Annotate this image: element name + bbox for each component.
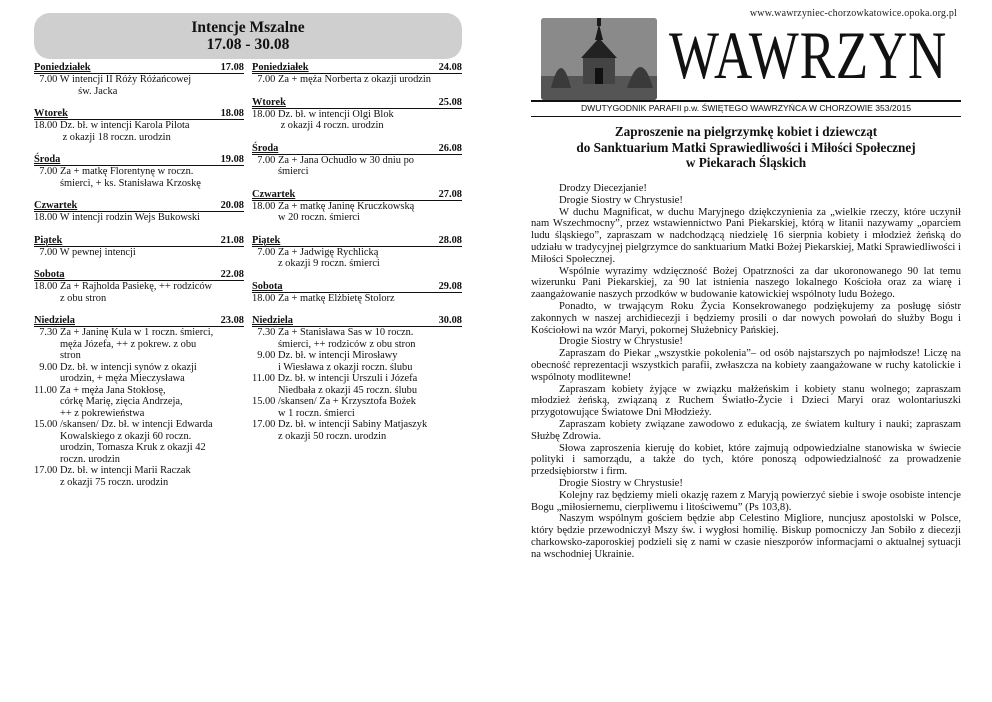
mass-intention-line: i Wiesława z okazji roczn. ślubu (252, 361, 413, 373)
day-header (34, 200, 244, 212)
mass-intention-line: 18.00 Dz. bł. w intencji Karola Pilota (34, 120, 190, 131)
mass-intention-line: 11.00 Dz. bł. w intencji Urszuli i Józefa (252, 373, 418, 384)
article-paragraph: Zapraszam do Piekar „wszystkie pokolenia”– od osób najstarszych po najmłodsze! Liczę na obecność reprezentacji wszystkich parafii, zwłaszcza na kobiety zaangażowane w ruchy katolickie i wspólnoty modlitewne! (531, 348, 961, 383)
mass-intention-line: stron (34, 350, 81, 361)
mass-intention-line: 18.00 Za + matkę Elżbietę Stolorz (252, 292, 395, 304)
mass-intention-line: śmierci, + ks. Stanisława Krzoskę (34, 177, 201, 189)
day-block (34, 154, 244, 189)
day-block (34, 62, 244, 97)
day-name: Środa (34, 154, 61, 165)
mass-intention-line: 9.00 Dz. bł. w intencji synów z okazji (34, 361, 197, 373)
article-body (531, 183, 961, 561)
day-date: 20.08 (220, 200, 244, 211)
day-name: Wtorek (34, 108, 68, 119)
mass-intention-line: śmierci, ++ rodziców z obu stron (252, 338, 416, 350)
mass-intention-line: męża Józefa, ++ z pokrew. z obu (34, 338, 197, 350)
mass-intention-line: 17.00 Dz. bł. w intencji Sabiny Matjaszyk (252, 419, 428, 430)
day-name: Poniedziałek (34, 62, 91, 73)
mass-intention-line: Niedbała z okazji 45 roczn. ślubu (252, 384, 418, 396)
article-paragraph: Zapraszam kobiety związane zawodowo z edukacją, ze światem kultury i nauki; zapraszam Służbę Zdrowia. (531, 418, 961, 442)
article-paragraph: Kolejny raz będziemy mieli okazję razem z Maryją powierzyć siebie i swoje osobiste intencje Bogu „miłosiernemu, cierpliwemu i litościwemu” (Ps 103,8). (531, 489, 961, 513)
day-date: 29.08 (438, 280, 462, 292)
day-date: 27.08 (438, 188, 462, 200)
mass-intention-line: w 1 roczn. śmierci (252, 407, 355, 419)
day-name: Niedziela (34, 315, 75, 326)
day-date: 26.08 (438, 142, 462, 154)
mass-intention-line: z okazji 4 roczn. urodzin (252, 120, 384, 131)
day-date: 19.08 (220, 154, 244, 165)
mass-intention-line: ++ z pokrewieństwa (34, 407, 145, 419)
mass-intention-line: 7.30 Za + Stanisława Sas w 10 roczn. (252, 327, 414, 338)
mass-intention-line: 7.00 Za + matkę Florentynę w roczn. (34, 166, 194, 177)
article-paragraph: W duchu Magnificat, w duchu Maryjnego dziękczynienia za „wielkie rzeczy, które uczynił nam Wszechmocny”, przez wstawiennictwo Pani Piekarskiej, którą w litanii nazywamy „oparciem ludu śląskiego”, zapraszam w nadchodzącą niedzielę 16 sierpnia kobiety i młodzież żeńską do udziału w tradycyjnej pielgrzymce do sanktuarium Matki Bożej Piekarskiej, Matki Sprawiedliwości i Miłości Społecznej. (531, 206, 961, 265)
day-header (34, 315, 244, 327)
day-date: 28.08 (438, 234, 462, 246)
mass-intention-line: 15.00 /skansen/ Dz. bł. w intencji Edwarda (34, 419, 213, 430)
article-paragraph: Wspólnie wyrazimy wdzięczność Bożej Opatrzności za dar ukoronowanego 90 lat temu wizerunku Pani Piekarskiej, za 90 lat istnienia naszego lokalnego Kościoła oraz za wiarę i zaangażowanie naszych przodków w budowanie katowickiej wspólnoty ludu Bożego. (531, 265, 961, 301)
day-header (252, 143, 462, 155)
schedule-title-box (34, 13, 462, 59)
day-block (34, 315, 244, 488)
day-date: 21.08 (220, 234, 244, 246)
schedule-title: Intencje Mszalne (191, 19, 305, 36)
day-header (252, 189, 462, 201)
day-date: 22.08 (220, 269, 244, 280)
mass-intention-line: córkę Marię, zięcia Andrzeja, (34, 396, 183, 407)
article-paragraph: Drodzy Diecezjanie! (559, 183, 647, 194)
day-name: Sobota (252, 280, 283, 292)
article-paragraph: Słowa zaproszenia kieruję do kobiet, które zajmują odpowiedzialne stanowiska w świecie polityki i samorządu, a także do tych, które ponoszą odpowiedzialność za prowadzenie przedsiębiorstw i firm. (531, 442, 961, 478)
right-page (496, 0, 992, 702)
article-paragraph: Drogie Siostry w Chrystusie! (559, 336, 683, 348)
mass-intention-line: urodzin, + męża Mieczysława (34, 373, 185, 384)
day-date: 24.08 (438, 62, 462, 73)
newsletter-logo: WAWRZYN (669, 17, 948, 93)
mass-intention-line: z okazji 9 roczn. śmierci (252, 258, 380, 269)
day-name: Czwartek (252, 188, 296, 200)
day-block (252, 315, 462, 442)
day-date: 17.08 (220, 62, 244, 73)
article-paragraph: Drogie Siostry w Chrystusie! (559, 477, 683, 489)
day-header (252, 281, 462, 293)
newsletter-subtitle: DWUTYGODNIK PARAFII p.w. ŚWIĘTEGO WAWRZYŃCA W CHORZOWIE 353/2015 (531, 100, 961, 117)
mass-intention-line: 11.00 Za + męża Jana Stokłosę, (34, 384, 166, 396)
article-title-line: Zaproszenie na pielgrzymkę kobiet i dziewcząt (614, 124, 878, 139)
mass-intention-line: 7.00 Za + męża Norberta z okazji urodzin (252, 74, 431, 85)
article-paragraph: Drogie Siostry w Chrystusie! (559, 194, 683, 206)
schedule-column-first-week (34, 62, 244, 499)
mass-intention-line: urodzin, Tomasza Kruk z okazji 42 (34, 442, 206, 453)
day-block (252, 143, 462, 178)
day-block (252, 189, 462, 224)
schedule-dates: 17.08 - 30.08 (206, 36, 290, 53)
day-date: 23.08 (220, 315, 244, 326)
article-paragraph: Ponadto, w trwającym Roku Życia Konsekrowanego podziękujemy za posługę sióstr zakonnych w naszej archidiecezji i będziemy prosili o dar nowych powołań do służby Bogu i Kościołowi na wzór Maryi, pokornej Służebnicy Pańskiej. (531, 300, 961, 336)
mass-intention-line: z obu stron (34, 292, 107, 304)
mass-intention-line: 18.00 Dz. bł. w intencji Olgi Blok (252, 108, 394, 120)
schedule-column-second-week (252, 62, 462, 453)
day-header (34, 62, 244, 74)
article-paragraph: Zapraszam kobiety żyjące w związku małżeńskim i kobiety stanu wolnego; zapraszam młodzież żeńską, związaną z Ruchem Światło-Życie i Dzieci Maryi oraz wolontariuszki przygotowujące Światowe Dni Młodzieży. (531, 383, 961, 419)
mass-intention-line: 7.00 W intencji II Róży Różańcowej (34, 74, 192, 85)
mass-intention-line: 7.30 Za + Janinę Kula w 1 roczn. śmierci, (34, 327, 214, 338)
day-name: Poniedziałek (252, 62, 309, 73)
day-header (252, 62, 462, 74)
day-header (252, 315, 462, 327)
mass-intention-line: roczn. urodzin (34, 453, 120, 465)
mass-intention-line: 18.00 W intencji rodzin Wejs Bukowski (34, 212, 200, 223)
mass-intention-line: 18.00 Za + Rajholda Pasiekę, ++ rodziców (34, 281, 213, 292)
masthead (531, 6, 961, 106)
day-name: Niedziela (252, 315, 293, 326)
day-name: Środa (252, 142, 279, 154)
day-name: Wtorek (252, 96, 286, 108)
day-header (252, 235, 462, 247)
mass-intention-line: 7.00 W pewnej intencji (34, 246, 136, 258)
day-header (34, 154, 244, 166)
mass-intention-line: 7.00 Za + Jadwigę Rychlicką (252, 246, 379, 258)
parish-website-link[interactable]: www.wawrzyniec-chorzowkatowice.opoka.org.pl (749, 8, 957, 19)
mass-intention-line: św. Jacka (34, 85, 118, 97)
day-block (34, 200, 244, 224)
article-paragraph: Naszym wspólnym gościem będzie abp Celestino Migliore, nuncjusz apostolski w Polsce, który będzie przewodniczył Mszy św. i wygłosi homilię. Biskup pomocniczy Jan Sobiło z diecezji charkowsko-zaporoskiej podzieli się z nami w czasie nieszporów informacjami o aktualnej sytuacji na wschodniej Ukrainie. (531, 513, 961, 560)
day-header (34, 269, 244, 281)
mass-intention-line: z okazji 75 roczn. urodzin (34, 476, 169, 488)
day-name: Czwartek (34, 200, 78, 211)
day-block (34, 235, 244, 259)
day-block (252, 97, 462, 132)
day-header (252, 97, 462, 109)
mass-intention-line: z okazji 50 roczn. urodzin (252, 430, 387, 442)
mass-intention-line: w 20 roczn. śmierci (252, 212, 360, 223)
day-block (34, 269, 244, 304)
church-photo-icon (541, 18, 657, 100)
article-title (531, 124, 961, 171)
mass-intention-line: 7.00 Za + Jana Ochudło w 30 dniu po (252, 154, 414, 166)
day-block (252, 235, 462, 270)
mass-intention-line: z okazji 18 roczn. urodzin (34, 131, 171, 143)
mass-intention-line: 15.00 /skansen/ Za + Krzysztofa Bożek (252, 396, 416, 407)
article-title-line: do Sanktuarium Matki Sprawiedliwości i Miłości Społecznej (576, 139, 916, 155)
day-block (252, 281, 462, 305)
day-name: Piątek (34, 234, 63, 246)
day-header (34, 108, 244, 120)
mass-intention-line: Kowalskiego z okazji 60 roczn. (34, 430, 192, 442)
mass-intention-line: 18.00 Za + matkę Janinę Kruczkowską (252, 200, 415, 212)
mass-intention-line: 9.00 Dz. bł. w intencji Mirosławy (252, 350, 398, 361)
day-date: 18.08 (220, 108, 244, 119)
day-block (252, 62, 462, 86)
day-name: Sobota (34, 269, 65, 280)
mass-intention-line: śmierci (252, 166, 309, 177)
day-date: 30.08 (438, 315, 462, 326)
day-name: Piątek (252, 234, 281, 246)
day-header (34, 235, 244, 247)
mass-intention-line: 17.00 Dz. bł. w intencji Marii Raczak (34, 465, 191, 476)
article-title-line: w Piekarach Śląskich (685, 155, 807, 170)
day-block (34, 108, 244, 143)
day-date: 25.08 (438, 96, 462, 108)
